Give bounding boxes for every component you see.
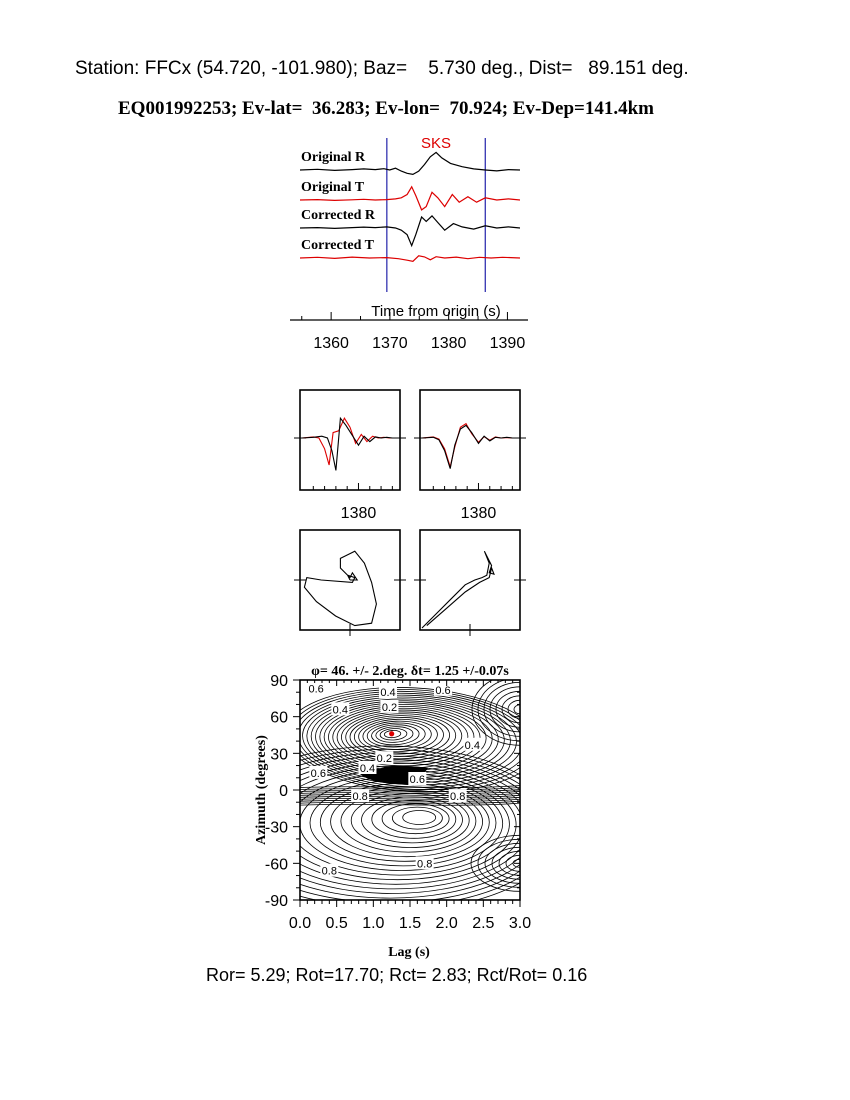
time-tick-label: 1370 (372, 335, 408, 352)
azimuth-tick-label: 60 (270, 709, 288, 727)
waveform-panels (294, 390, 526, 522)
lag-tick-label: 1.0 (362, 915, 385, 932)
seismogram-panel (290, 135, 528, 352)
grid-search-panel (207, 664, 569, 960)
waveform-tick-label: 1380 (460, 505, 497, 522)
ratio-info: Ror= 5.29; Rot=17.70; Rct= 2.83; Rct/Rot= 0.16 (206, 965, 588, 985)
contour-ring (333, 708, 474, 766)
contour-label: 0.8 (321, 865, 337, 878)
lag-tick-label: 0.0 (288, 915, 312, 932)
contour-label: 0.6 (310, 767, 326, 780)
contour-ring (403, 810, 436, 824)
azimuth-axis-label: Azimuth (degrees) (254, 735, 269, 845)
azimuth-tick-label: -90 (264, 893, 288, 910)
azimuth-tick-label: -30 (264, 819, 288, 837)
azimuth-tick-label: 0 (279, 783, 288, 800)
lag-tick-label: 0.5 (325, 915, 348, 932)
waveform-tick-label: 1380 (340, 505, 377, 522)
trace-corrected-t (300, 256, 520, 261)
waveform-trace (302, 418, 398, 470)
waveform-box-2 (420, 390, 520, 490)
grid-title: φ= 46. +/- 2.deg. δt= 1.25 +/-0.07s (311, 664, 509, 679)
trace-label: Corrected R (301, 208, 375, 223)
waveform-trace (302, 418, 398, 465)
lag-tick-label: 2.0 (435, 915, 458, 932)
contour-label: 0.8 (450, 791, 466, 804)
waveform-trace (422, 425, 518, 468)
contour-label: 0.4 (380, 687, 396, 700)
trace-label: Original T (301, 180, 365, 195)
best-fit-point (389, 731, 394, 736)
contour-label: 0.8 (417, 858, 433, 871)
particle-motion-trace (422, 551, 494, 628)
event-info: EQ001992253; Ev-lat= 36.283; Ev-lon= 70.924; Ev-Dep=141.4km (118, 98, 654, 119)
lag-tick-label: 1.5 (398, 915, 422, 932)
contour-label: 0.4 (359, 763, 376, 775)
time-tick-label: 1360 (313, 335, 349, 352)
contour-label: 0.6 (308, 683, 324, 696)
contour-label: 0.4 (332, 704, 348, 717)
particle-motion-panels (294, 530, 526, 636)
trace-label: Original R (301, 150, 366, 165)
trace-label: Corrected T (301, 238, 374, 253)
contour-label: 0.2 (376, 753, 392, 766)
contour-label: 0.4 (464, 739, 480, 752)
azimuth-tick-label: -60 (264, 856, 288, 874)
lag-tick-label: 3.0 (508, 915, 532, 932)
phase-label: SKS (421, 135, 452, 152)
contour-label: 0.6 (435, 684, 451, 697)
station-info: Station: FFCx (54.720, -101.980); Baz= 5.730 deg., Dist= 89.151 deg. (75, 58, 689, 79)
lag-axis-label: Lag (s) (388, 945, 430, 960)
waveform-box-1 (300, 390, 400, 490)
lag-tick-label: 2.5 (472, 915, 495, 932)
time-axis-label: Time from origin (s) (371, 303, 501, 320)
time-tick-label: 1380 (430, 335, 467, 352)
time-tick-label: 1390 (489, 335, 526, 352)
contour-label: 0.6 (409, 774, 425, 786)
particle-motion-trace (304, 551, 376, 625)
contour-ring (372, 800, 456, 838)
contour-band-line (300, 795, 520, 797)
contour-label: 0.2 (381, 701, 398, 714)
azimuth-tick-label: 90 (270, 673, 288, 690)
azimuth-tick-label: 30 (270, 746, 288, 764)
contour-label: 0.8 (352, 791, 368, 804)
